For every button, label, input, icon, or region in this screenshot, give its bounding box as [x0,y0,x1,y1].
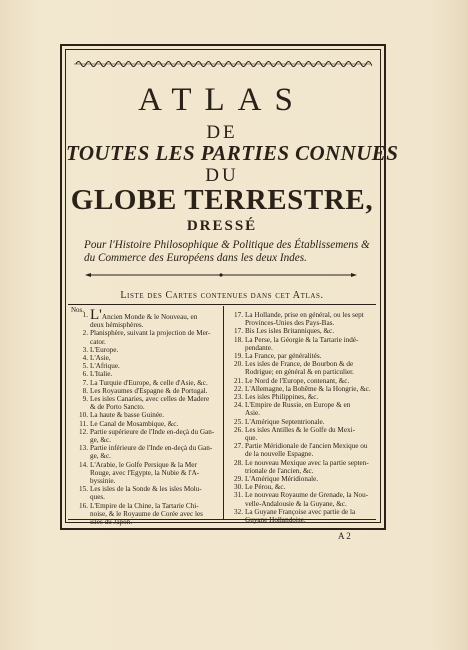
entry-text [245,491,376,507]
entry-text [245,385,376,393]
entry-line: Le nouveau Royaume de Grenade, la Nou- [245,491,369,500]
entry-line: velle-Andalousie & la Guyane, &c. [245,499,347,508]
map-list-entry [71,502,220,527]
map-list-entry [226,483,376,491]
map-list-entry [71,346,220,354]
entry-text [245,426,376,442]
entry-text [90,444,220,460]
entry-text [245,442,376,458]
entry-text [245,401,376,417]
entry-line: La Guyane Françoise avec partie de la [245,507,356,516]
entry-text [245,508,376,524]
entry-number: 21. [234,376,243,385]
entry-number: 6. [82,370,88,379]
entry-text [245,352,376,360]
entry-number: 15. [79,485,88,494]
entry-line: Rodrigue; en général & en particulier. [245,368,354,377]
title-globe: GLOBE TERRESTRE, [70,184,374,216]
map-list-entry [226,418,376,426]
map-list-entry [226,327,376,335]
entry-number: 28. [234,458,243,467]
entry-number: 3. [82,345,88,354]
entry-line: Planisphère, suivant la projection de Mer- [90,329,211,338]
entry-line: L'Afrique. [90,362,120,371]
map-list-entry [226,336,376,352]
entry-line: isles du Japon. [90,518,133,527]
entry-number: 1. [82,311,88,319]
map-list-entry [226,442,376,458]
entry-text [90,485,220,501]
entry-line: Les isles Canaries, avec celles de Madere [90,395,210,404]
entry-line: ques. [90,493,105,502]
map-list-entry [226,475,376,483]
entry-number: 10. [79,411,88,420]
title-du: DU [205,165,239,186]
map-list-entry [71,329,220,345]
entry-number: 8. [82,386,88,395]
entry-number: 19. [234,352,243,361]
entry-line: L'Arabie, le Golfe Persique & la Mer [90,460,197,469]
entry-number: 17. [234,311,243,319]
entry-line: L'Empire de Russie, en Europe & en [245,401,351,410]
entry-line: Asie. [245,409,260,418]
entry-text [245,377,376,385]
entry-number: 24. [234,401,243,410]
title-dresse: DRESSÉ [186,218,258,234]
entry-line: de la nouvelle Espagne. [245,450,314,459]
entry-text [90,354,220,362]
map-list-entry [71,354,220,362]
entry-line: Partie Méridionale de l'ancien Mexique ou [245,442,368,451]
entry-line: L'Amérique Septentrionale. [245,417,325,426]
map-list-entry [71,428,220,444]
entry-line: La Hollande, prise en général, ou les sept [245,311,364,319]
entry-line: Le Pérou, &c. [245,483,286,492]
map-list-entry [226,508,376,524]
entry-text [90,420,220,428]
entry-number: 29. [234,475,243,484]
entry-text [90,428,220,444]
map-list-entry [71,411,220,419]
map-list-entry [226,426,376,442]
entry-text [90,379,220,387]
entry-number: 31. [234,491,243,500]
entry-line: Le Canal de Mosambique, &c. [90,419,179,428]
entry-number: 12. [79,427,88,436]
entry-line: Les isles Antilles & le Golfe du Mexi- [245,425,355,434]
entry-text [245,483,376,491]
entry-number: 13. [79,444,88,453]
entry-number: 22. [234,384,243,393]
map-list-entry [226,491,376,507]
map-list-entry [226,360,376,376]
map-list-entry [71,387,220,395]
entry-text [245,418,376,426]
entry-line: Les isles de la Sonde & les isles Molu- [90,485,202,494]
entry-line: ge, &c. [90,452,111,461]
entry-line: Partie supérieure de l'Inde en-deçà du Gan- [90,427,215,436]
entry-line: noise, & le Royaume de Corée avec les [90,509,203,518]
ornamental-rule [85,272,357,278]
maps-list-right [226,311,376,524]
entry-number: 26. [234,425,243,434]
table-top-rule [68,304,376,305]
map-list-entry [226,377,376,385]
entry-line: Les isles Philippines, &c. [245,393,319,402]
entry-line: L'Allemagne, la Bohême & la Hongrie, &c. [245,384,371,393]
entry-line: L'Amérique Méridionale. [245,475,319,484]
column-separator [223,306,224,519]
map-list-entry [226,311,376,327]
title-atlas: ATLAS [138,82,306,118]
entry-number: 7. [82,378,88,387]
entry-line: La Turquie d'Europe, & celle d'Asie, &c. [90,378,208,387]
entry-line: cator. [90,337,106,346]
entry-line: deux hémisphères. [90,321,144,330]
entry-line: Le nouveau Mexique avec la partie septen- [245,458,369,467]
entry-number: 5. [82,362,88,371]
entry-number: 18. [234,335,243,344]
map-list-entry [226,393,376,401]
entry-number: 27. [234,442,243,451]
entry-text [90,329,220,345]
entry-line: ge, &c. [90,436,111,445]
entry-text [90,502,220,527]
map-list-entry [226,352,376,360]
entry-number: 23. [234,393,243,402]
entry-number: 20. [234,360,243,369]
entry-number: 14. [79,460,88,469]
entry-text [90,461,220,486]
entry-text [245,475,376,483]
map-list-entry [71,461,220,486]
entry-text [245,360,376,376]
entry-text [245,327,376,335]
entry-line: La haute & basse Guinée. [90,411,165,420]
map-list-entry [226,459,376,475]
entry-line: La Perse, la Géorgie & la Tartarie indé- [245,335,359,344]
entry-line: Les Royaumes d'Espagne & de Portugal. [90,386,208,395]
map-list-entry [71,370,220,378]
entry-text [90,307,220,330]
list-heading: Liste des Cartes contenues dans cet Atlas. [120,290,324,301]
map-list-entry [226,401,376,417]
entry-line: L'Europe. [90,345,119,354]
entry-text [90,346,220,354]
entry-number: 25. [234,417,243,426]
nos-label: Nos. [71,306,85,314]
entry-line: L'Asie, [90,354,111,363]
entry-line: L'Empire de la Chine, la Tartarie Chi- [90,501,199,510]
entry-line: Le Nord de l'Europe, contenant, &c. [245,376,350,385]
entry-number: 9. [82,395,88,404]
entry-line: La France, par généralités. [245,352,322,361]
map-list-entry [71,420,220,428]
map-list-entry [71,395,220,411]
entry-text [90,395,220,411]
entry-text [90,411,220,419]
map-list-entry [71,379,220,387]
title-subtitle: Pour l'Histoire Philosophique & Politique des Établissemens & du Commerce des Européens dans les deux Indes. [84,239,370,264]
map-list-entry [71,485,220,501]
entry-line: Rouge, avec l'Egypte, la Nubie & l'A- [90,468,200,477]
title-toutes: TOUTES LES PARTIES CONNUES [66,141,399,165]
entry-text [90,370,220,378]
entry-line: Provinces-Unies des Pays-Bas. [245,319,335,328]
entry-text [245,336,376,352]
entry-number: 17. [234,327,243,336]
entry-line: trionale de l'ancien, &c. [245,466,314,475]
entry-line: pendante. [245,343,273,352]
entry-line: Guyane Hollandoise. [245,516,306,525]
entry-line: Les isles de France, de Bourbon & de [245,360,354,369]
entry-text [245,393,376,401]
entry-number: 30. [234,483,243,492]
entry-line: L'Ancien Monde & le Nouveau, en [90,307,198,323]
entry-line: que. [245,434,258,443]
page-signature: A 2 [338,531,351,541]
entry-number: 2. [82,329,88,338]
top-ornament-garland [72,58,372,70]
entry-line: Bis Les isles Britanniques, &c. [245,327,335,336]
entry-text [245,311,376,327]
map-list-entry [71,362,220,370]
entry-number: 4. [82,354,88,363]
title-de: DE [206,122,238,143]
entry-line: Partie inférieure de l'Inde en-deçà du Gan- [90,444,213,453]
entry-number: 16. [79,501,88,510]
map-list-entry [71,444,220,460]
entry-text [90,362,220,370]
entry-number: 32. [234,507,243,516]
entry-text [245,459,376,475]
table-bottom-rule [68,519,376,520]
entry-text [90,387,220,395]
entry-number: 11. [79,419,88,428]
entry-line: L'Italie. [90,370,113,379]
entry-line: byssinie. [90,477,116,486]
entry-line: & de Porto Sancto. [90,403,145,412]
map-list-entry [226,385,376,393]
